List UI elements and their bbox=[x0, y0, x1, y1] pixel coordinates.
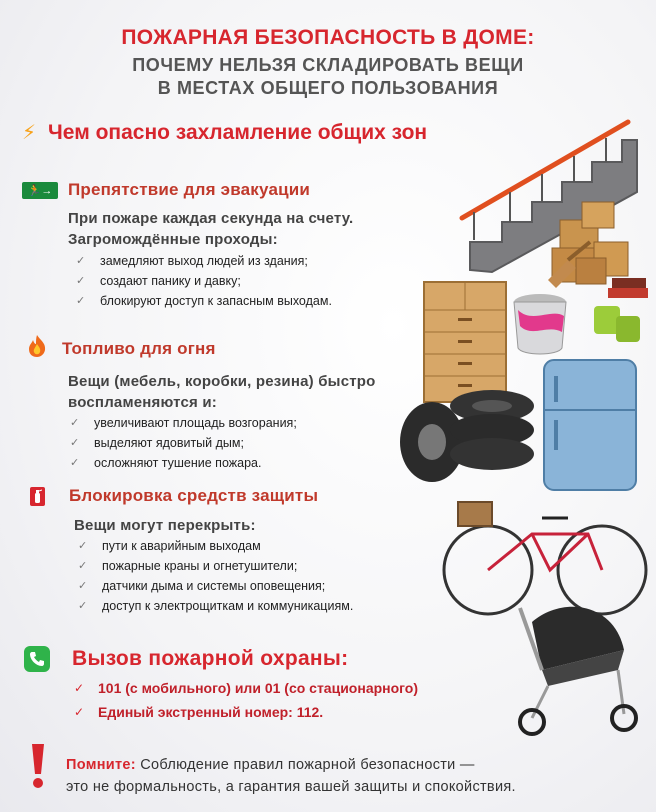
list-item: ✓ блокируют доступ к запасным выходам. bbox=[76, 294, 332, 308]
list-item: ✓ пути к аварийным выходам bbox=[78, 539, 261, 553]
reminder-text: Помните: Соблюдение правил пожарной безопасности — это не формальность, а гарантия вашей защиты и спокойствия. bbox=[66, 757, 516, 795]
flame-icon bbox=[26, 334, 52, 363]
fire-extinguisher-icon bbox=[30, 487, 45, 506]
section-evacuation: 🏃→ Препятствие для эвакуации При пожаре каждая секунда на счету. Загромождённые проходы: ✓ замедляют выход людей из здания; ✓ создают панику и давку; ✓ блокируют доступ к запасным выходам. bbox=[22, 180, 422, 311]
list-item: ✓ увеличивают площадь возгорания; bbox=[70, 416, 297, 430]
main-heading: ⚡ Чем опасно захламление общих зон bbox=[22, 120, 428, 144]
clutter-illustration bbox=[392, 110, 652, 750]
fuel-list bbox=[26, 413, 426, 473]
blocking-list bbox=[30, 536, 450, 616]
list-item: ✓ осложняют тушение пожара. bbox=[70, 456, 262, 470]
lightning-icon: ⚡ bbox=[22, 122, 37, 144]
list-item: ✓ пожарные краны и огнетушители; bbox=[78, 559, 298, 573]
list-item: ✓ доступ к электрощиткам и коммуникациям. bbox=[78, 599, 354, 613]
evacuation-list bbox=[22, 251, 422, 311]
list-item: ✓ датчики дыма и системы оповещения; bbox=[78, 579, 326, 593]
stroller-icon bbox=[520, 607, 636, 734]
jars-icon bbox=[594, 306, 640, 342]
section-blocking: Блокировка средств защиты Вещи могут перекрыть: ✓ пути к аварийным выходам ✓ пожарные краны и огнетушители; ✓ датчики дыма и системы оповещения; ✓ доступ к электрощиткам и коммуникациям. bbox=[30, 486, 450, 616]
dresser-icon bbox=[424, 282, 506, 402]
section-call: Вызов пожарной охраны: ✓ 101 (с мобильного) или 01 (со стационарного) ✓ Единый экстренный номер: 112. bbox=[24, 646, 544, 724]
exclamation-icon bbox=[28, 742, 50, 795]
bicycle-icon bbox=[444, 502, 646, 614]
reminder-label: Помните: bbox=[66, 757, 136, 773]
exit-sign-icon: 🏃→ bbox=[22, 182, 58, 199]
refrigerator-icon bbox=[544, 360, 636, 490]
list-item: ✓ выделяют ядовитый дым; bbox=[70, 436, 244, 450]
section-fuel: Топливо для огня Вещи (мебель, коробки, резина) быстро воспламеняются и: ✓ увеличивают площадь возгорания; ✓ выделяют ядовитый дым; ✓ осложняют тушение пожара. bbox=[26, 334, 426, 473]
phone-icon bbox=[24, 646, 50, 672]
tires-icon bbox=[400, 390, 534, 482]
list-item: ✓ создают панику и давку; bbox=[76, 274, 241, 288]
list-item: ✓ замедляют выход людей из здания; bbox=[76, 254, 308, 268]
books-icon bbox=[608, 278, 648, 298]
poster-title: ПОЖАРНАЯ БЕЗОПАСНОСТЬ В ДОМЕ: bbox=[121, 26, 535, 49]
poster-subtitle: ПОЧЕМУ НЕЛЬЗЯ СКЛАДИРОВАТЬ ВЕЩИ В МЕСТАХ ОБЩЕГО ПОЛЬЗОВАНИЯ bbox=[132, 55, 524, 98]
list-item: ✓ Единый экстренный номер: 112. bbox=[74, 704, 324, 720]
list-item: ✓ 101 (с мобильного) или 01 (со стационарного) bbox=[74, 680, 419, 696]
